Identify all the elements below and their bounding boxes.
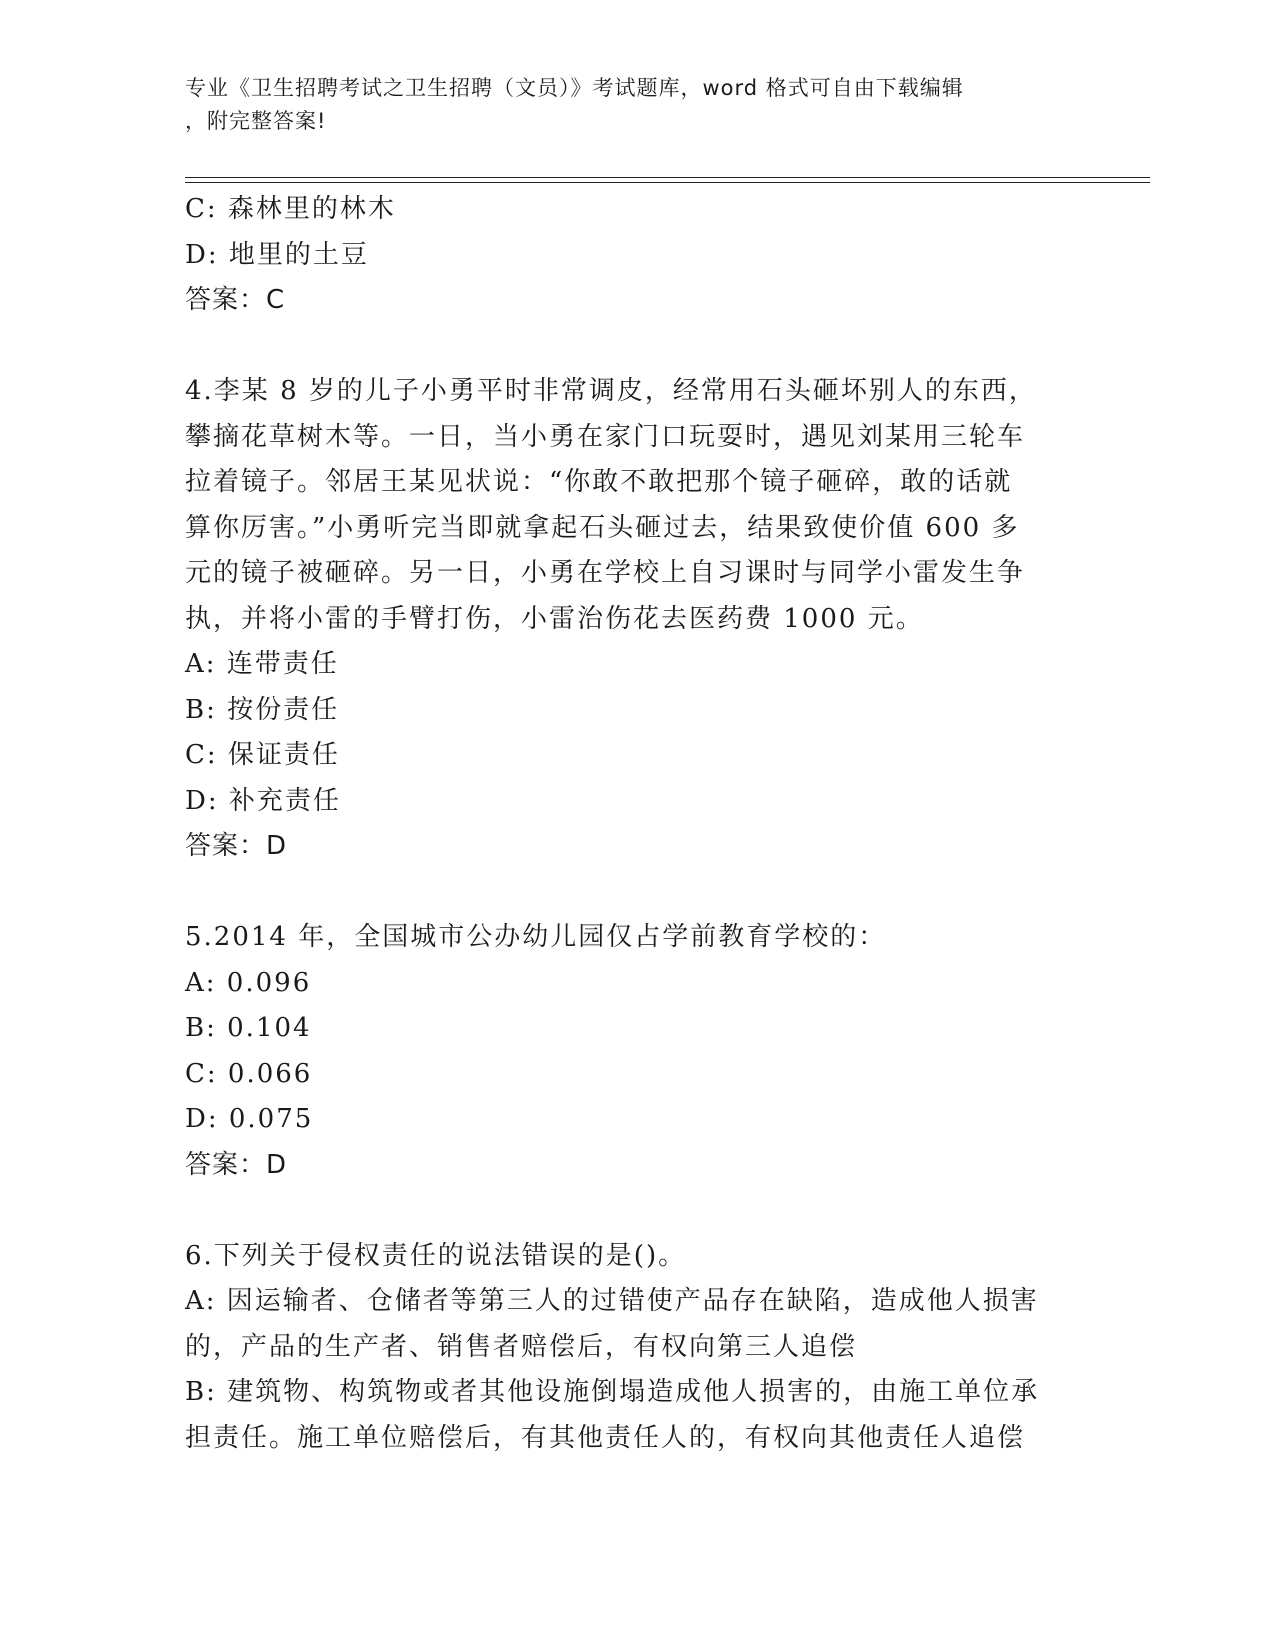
q5-option-a: A: 0.096 (185, 967, 312, 998)
q5-option-c: C: 0.066 (185, 1058, 313, 1089)
q5-option-d: D: 0.075 (185, 1104, 314, 1134)
q5-answer: 答案：D (185, 1149, 288, 1180)
document-header (185, 72, 1085, 138)
q6-option-a-line: 的，产品的生产者、销售者赔偿后，有权向第三人追偿 (185, 1331, 858, 1362)
q3-answer: 答案：C (185, 285, 286, 315)
q6-option-a-line: A: 因运输者、仓储者等第三人的过错使产品存在缺陷，造成他人损害 (185, 1286, 1039, 1316)
q4-option-c: C: 保证责任 (185, 740, 340, 770)
q4-stem-line: 4.李某 8 岁的儿子小勇平时非常调皮，经常用石头砸坏别人的东西， (185, 376, 1037, 406)
q3-option-d: D: 地里的土豆 (185, 239, 369, 270)
spacer (185, 870, 1085, 916)
q6-stem: 6.下列关于侵权责任的说法错误的是()。 (185, 1240, 687, 1271)
spacer (185, 324, 1085, 370)
q4-option-a: A: 连带责任 (185, 649, 339, 679)
q5-option-b: B: 0.104 (185, 1013, 312, 1043)
question-content (185, 187, 1085, 1461)
q4-option-d: D: 补充责任 (185, 785, 341, 816)
q4-option-b: B: 按份责任 (185, 694, 340, 725)
q3-option-c: C: 森林里的林木 (185, 194, 396, 224)
header-line-2: ，附完整答案! (185, 109, 327, 133)
q6-option-b-line: B: 建筑物、构筑物或者其他设施倒塌造成他人损害的，由施工单位承 (185, 1377, 1040, 1407)
q4-stem-line: 执，并将小雷的手臂打伤，小雷治伤花去医药费 1000 元。 (185, 603, 924, 634)
q6-option-b-line: 担责任。施工单位赔偿后，有其他责任人的，有权向其他责任人追偿 (185, 1422, 1026, 1453)
q4-stem-line: 算你厉害。”小勇听完当即就拿起石头砸过去，结果致使价值 600 多 (185, 512, 1020, 543)
q4-stem-line: 攀摘花草树木等。一日，当小勇在家门口玩耍时，遇见刘某用三轮车 (185, 421, 1026, 452)
header-line-1: 专业《卫生招聘考试之卫生招聘（文员）》考试题库，word 格式可自由下载编辑 (185, 76, 964, 100)
header-rule-bottom (185, 182, 1150, 183)
spacer (185, 1188, 1085, 1234)
q4-stem-line: 元的镜子被砸碎。另一日，小勇在学校上自习课时与同学小雷发生争 (185, 558, 1026, 588)
q4-answer: 答案：D (185, 831, 288, 861)
q5-stem: 5.2014 年，全国城市公办幼儿园仅占学前教育学校的： (185, 922, 887, 952)
q4-stem-line: 拉着镜子。邻居王某见状说：“你敢不敢把那个镜子砸碎，敢的话就 (185, 467, 1013, 497)
header-rule-top (185, 177, 1150, 178)
